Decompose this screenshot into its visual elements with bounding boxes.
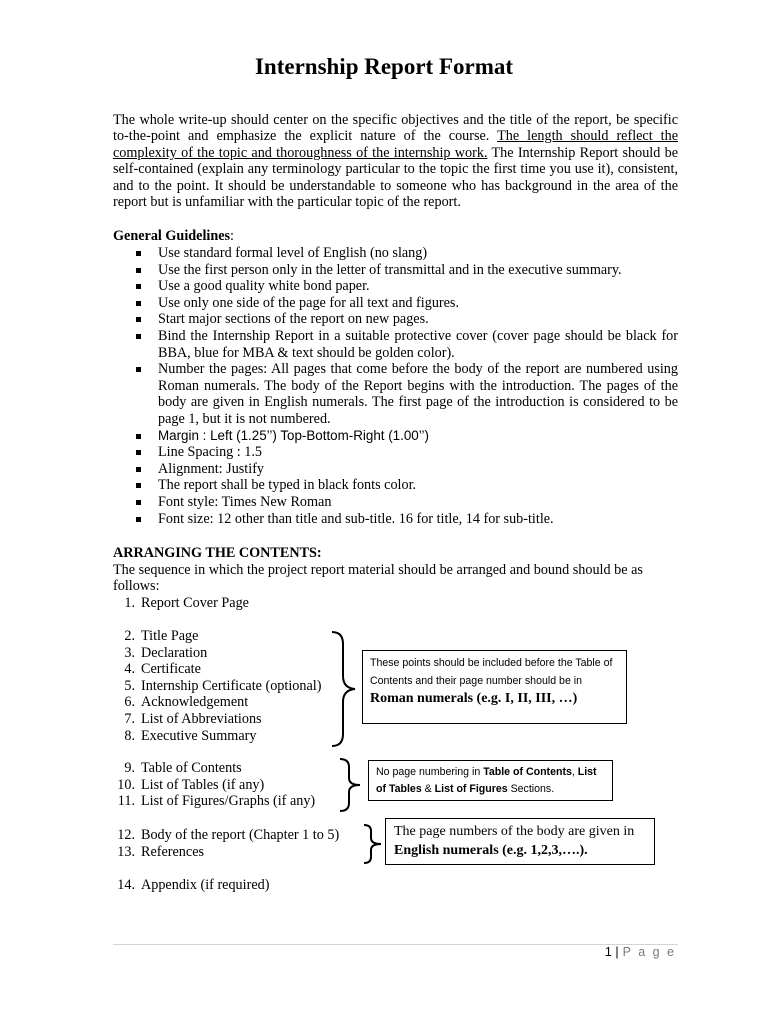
sequence-group-cover	[99, 595, 249, 612]
guideline-item: Font size: 12 other than title and sub-title. 16 for title, 14 for sub-title.	[158, 511, 678, 528]
sequence-group-body	[99, 827, 339, 860]
intro-text-1: The whole write-up should center on the specific objectives and the title of the report, be specific to-the-point and emphasize the explicit nature of the course.	[113, 112, 678, 145]
sequence-text: List of Abbreviations	[141, 710, 262, 727]
page-number: 1	[604, 945, 612, 959]
guidelines-list	[158, 245, 678, 527]
sequence-item	[99, 728, 321, 745]
sequence-number: 11.	[117, 793, 135, 810]
page-separator: |	[615, 945, 619, 959]
sequence-text: References	[141, 843, 205, 860]
sequence-number: 12.	[117, 827, 135, 843]
sequence-item	[99, 827, 339, 844]
note-no-numbering-mid1: ,	[571, 766, 578, 778]
sequence-item	[99, 777, 315, 794]
sequence-text: Internship Certificate (optional)	[141, 677, 322, 694]
footer-divider	[113, 944, 678, 945]
note-roman-bold: Roman numerals (e.g. I, II, III, …)	[370, 691, 578, 706]
sequence-number: 1.	[124, 595, 135, 611]
arranging-intro: The sequence in which the project report material should be arranged and bound should be as follows:	[113, 562, 643, 595]
sequence-item	[99, 628, 321, 645]
note-english-bold: English numerals (e.g. 1,2,3,….).	[394, 843, 588, 858]
sequence-item	[99, 793, 315, 810]
brace-contents	[336, 757, 366, 813]
sequence-item	[99, 678, 321, 695]
note-roman-text: These points should be included before the Table of Contents and their page number should be in	[370, 657, 613, 687]
sequence-text: Executive Summary	[141, 727, 257, 744]
sequence-text: Report Cover Page	[141, 595, 249, 611]
sequence-text: Declaration	[141, 644, 208, 661]
guideline-item: Use a good quality white bond paper.	[158, 278, 678, 295]
sequence-number: 7.	[124, 710, 135, 727]
note-no-numbering-figures: List of Figures	[434, 783, 508, 795]
intro-paragraph	[113, 112, 678, 210]
note-no-numbering-mid2: &	[421, 783, 435, 795]
note-roman-numerals	[362, 650, 627, 724]
note-english-line1: The page numbers of the body are given in	[394, 824, 635, 839]
page-footer	[605, 945, 676, 959]
sequence-group-preliminary	[99, 628, 321, 744]
intro-text-2: The Internship Report should be self-contained (explain any terminology particular to the topic the first time you use it), consistent, and to the point. It should be understandable to someone who has background in the area of the report but is unfamiliar with the particular topic of the report.	[113, 144, 678, 211]
guideline-item: Line Spacing : 1.5	[158, 444, 678, 461]
guidelines-heading	[113, 228, 234, 245]
note-no-numbering-post: Sections.	[507, 783, 555, 795]
note-no-numbering-pre: No page numbering in	[376, 766, 484, 778]
page-title: Internship Report Format	[254, 54, 514, 79]
brace-preliminary	[326, 630, 362, 748]
guideline-item: Alignment: Justify	[158, 461, 678, 478]
sequence-text: List of Figures/Graphs (if any)	[141, 793, 316, 810]
brace-body	[361, 823, 387, 865]
sequence-number: 6.	[124, 694, 135, 711]
sequence-item	[99, 595, 249, 612]
sequence-item	[99, 844, 339, 861]
sequence-number: 3.	[124, 644, 135, 661]
guideline-item: Use the first person only in the letter of transmittal and in the executive summary.	[158, 262, 678, 279]
note-no-page-numbering	[368, 760, 613, 801]
sequence-number: 13.	[117, 843, 135, 860]
guidelines-heading-text: General Guidelines	[113, 228, 231, 244]
intro-underlined-text: The length should reflect the complexity of the topic and thoroughness of the internship work.	[113, 128, 679, 161]
sequence-number: 10.	[117, 776, 135, 793]
sequence-item	[99, 661, 321, 678]
note-english-numerals	[385, 818, 655, 865]
guideline-item: Font style: Times New Roman	[158, 494, 678, 511]
sequence-number: 14.	[117, 877, 135, 893]
sequence-number: 8.	[124, 727, 135, 744]
sequence-item	[99, 760, 315, 777]
sequence-text: Body of the report (Chapter 1 to 5)	[141, 827, 340, 843]
sequence-text: List of Tables (if any)	[141, 776, 265, 793]
sequence-text: Table of Contents	[141, 760, 242, 776]
sequence-number: 5.	[124, 677, 135, 694]
note-no-numbering-toc: Table of Contents	[483, 766, 572, 778]
guideline-item: Number the pages: All pages that come before the body of the report are numbered using Roman numerals. The body of the Report begins with the introduction. The pages of the body are given in English numerals. The first page of the introduction is considered to be page 1, but it is not numbered.	[158, 361, 678, 427]
sequence-item	[99, 711, 321, 728]
guideline-item: Use standard formal level of English (no slang)	[158, 245, 678, 262]
sequence-number: 4.	[124, 661, 135, 678]
sequence-group-appendix	[99, 877, 269, 894]
guideline-item: Use only one side of the page for all text and figures.	[158, 295, 678, 312]
sequence-item	[99, 877, 269, 894]
sequence-item	[99, 694, 321, 711]
sequence-text: Certificate	[141, 661, 201, 678]
page-label: P a g e	[622, 945, 676, 959]
guideline-item: Start major sections of the report on new pages.	[158, 311, 678, 328]
guidelines-heading-colon: :	[230, 228, 234, 244]
sequence-group-contents	[99, 760, 315, 810]
sequence-number: 9.	[124, 760, 135, 776]
arranging-heading: ARRANGING THE CONTENTS:	[113, 545, 322, 561]
sequence-text: Appendix (if required)	[141, 877, 270, 893]
sequence-number: 2.	[124, 628, 135, 644]
note-no-numbering-tables: List of Tables	[376, 766, 597, 795]
guideline-item: Margin : Left (1.25’’) Top-Bottom-Right (1.00’’)	[158, 428, 678, 445]
sequence-item	[99, 645, 321, 662]
guideline-item: The report shall be typed in black fonts color.	[158, 477, 678, 494]
sequence-text: Acknowledgement	[141, 694, 249, 711]
guideline-item: Bind the Internship Report in a suitable protective cover (cover page should be black for BBA, blue for MBA & text should be golden color).	[158, 327, 678, 361]
sequence-text: Title Page	[141, 628, 199, 644]
